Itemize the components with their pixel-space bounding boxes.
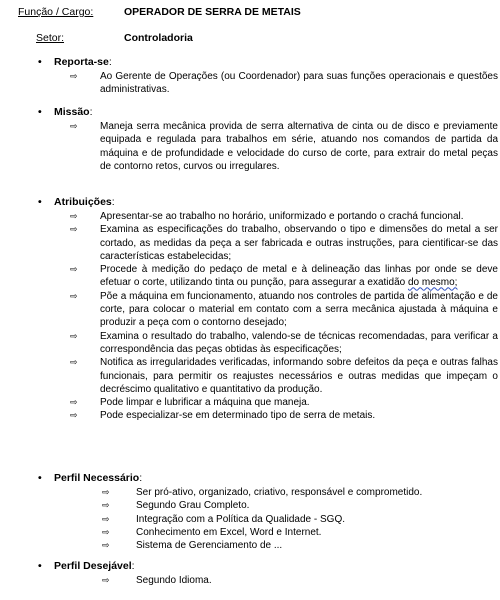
- section-title: Missão:: [54, 106, 93, 118]
- section-reporta: [38, 56, 498, 97]
- arrow-right-icon: ⇨: [70, 290, 78, 301]
- list-item: ⇨ Sistema de Gerenciamento de ...: [102, 540, 283, 552]
- list-item: ⇨ Pode limpar e lubrificar a máquina que maneja.: [70, 397, 310, 409]
- arrow-right-icon: ⇨: [70, 397, 78, 408]
- list-item: ⇨ Examina as especificações do trabalho, observando o tipo e dimensões do metal a ser cortado, as medidas da peça a ser fabricada e outras instruções, para cientificar-se das características estabelecidas;: [70, 224, 498, 262]
- arrow-right-icon: ⇨: [70, 71, 78, 81]
- arrow-right-icon: ⇨: [102, 526, 110, 537]
- list-item: ⇨ Põe a máquina em funcionamento, atuando nos controles de partida de alimentação e de corte, para colocar o material em contato com a serra mecânica ajustada à máquina e produzir a peça com o contorno desejado;: [70, 290, 498, 329]
- list-item: ⇨ Segundo Idioma.: [102, 575, 212, 586]
- list-item: ⇨ Integração com a Política da Qualidade - SGQ.: [102, 513, 345, 525]
- sector-label: Setor:: [36, 32, 65, 44]
- list-item: ⇨ Conhecimento em Excel, Word e Internet.: [102, 526, 322, 538]
- arrow-right-icon: ⇨: [70, 330, 78, 341]
- section-title: Perfil Desejável:: [54, 560, 135, 572]
- bullet-icon: •: [38, 106, 42, 118]
- arrow-right-icon: ⇨: [70, 264, 78, 275]
- spellcheck-mark: do mesmo;: [407, 277, 458, 289]
- section-missao: [38, 106, 498, 173]
- arrow-right-icon: ⇨: [70, 224, 78, 235]
- list-item: ⇨ Pode especializar-se em determinado tipo de serra de metais.: [70, 410, 376, 422]
- arrow-right-icon: ⇨: [102, 540, 110, 551]
- section-perfil-desejavel: [38, 560, 488, 587]
- list-item: ⇨ Examina o resultado do trabalho, valendo-se de técnicas recomendadas, para verificar a correspondência das peças obtidas às especificações;: [70, 330, 498, 355]
- function-label: Função / Cargo:: [18, 6, 94, 18]
- arrow-right-icon: ⇨: [102, 500, 110, 511]
- section-title: Perfil Necessário:: [54, 472, 143, 484]
- arrow-right-icon: ⇨: [70, 211, 78, 221]
- arrow-right-icon: ⇨: [70, 410, 78, 421]
- list-item: ⇨ Ser pró-ativo, organizado, criativo, responsável e comprometido.: [102, 487, 423, 498]
- arrow-right-icon: ⇨: [102, 575, 110, 585]
- arrow-right-icon: ⇨: [70, 357, 78, 368]
- list-item: ⇨ Segundo Grau Completo.: [102, 500, 250, 512]
- arrow-right-icon: ⇨: [102, 487, 110, 497]
- bullet-icon: •: [38, 196, 42, 208]
- arrow-right-icon: ⇨: [70, 121, 78, 131]
- arrow-right-icon: ⇨: [102, 513, 110, 524]
- function-title: OPERADOR DE SERRA DE METAIS: [124, 6, 301, 18]
- section-title: Reporta-se:: [54, 56, 112, 68]
- list-item: ⇨ Maneja serra mecânica provida de serra alternativa de cinta ou de disco e previamente equipada e regulada para trabalhos em série, atuando nos comandos de partida da máquina e de profundidade e velocidade do curso de corte, para extrair do metal peças de contorno retos, curvos ou irregulares.: [70, 121, 498, 172]
- sector-value: Controladoria: [124, 32, 193, 44]
- list-item: ⇨ Ao Gerente de Operações (ou Coordenador) para suas funções operacionais e questões administrativas.: [70, 71, 498, 96]
- section-perfil-necessario: [38, 472, 488, 552]
- list-item: ⇨ Notifica as irregularidades verificadas, informando sobre defeitos da peça e outras falhas funcionais, para permitir os reajustes necessários e outras medidas que impeçam o decréscimo qualitativo e quantitativo da produção.: [70, 357, 498, 395]
- section-title: Atribuições:: [54, 196, 115, 208]
- list-item: ⇨ Apresentar-se ao trabalho no horário, uniformizado e portando o crachá funcional.: [70, 211, 464, 222]
- section-atribuicoes: [38, 196, 498, 423]
- bullet-icon: •: [38, 472, 42, 484]
- list-item: ⇨ Procede à medição do pedaço de metal e à delineação das linhas por onde se deve efetuar o corte, utilizando tinta ou punção, para assegurar a exatidão do mesmo;: [70, 264, 498, 289]
- bullet-icon: •: [38, 560, 42, 572]
- bullet-icon: •: [38, 56, 42, 68]
